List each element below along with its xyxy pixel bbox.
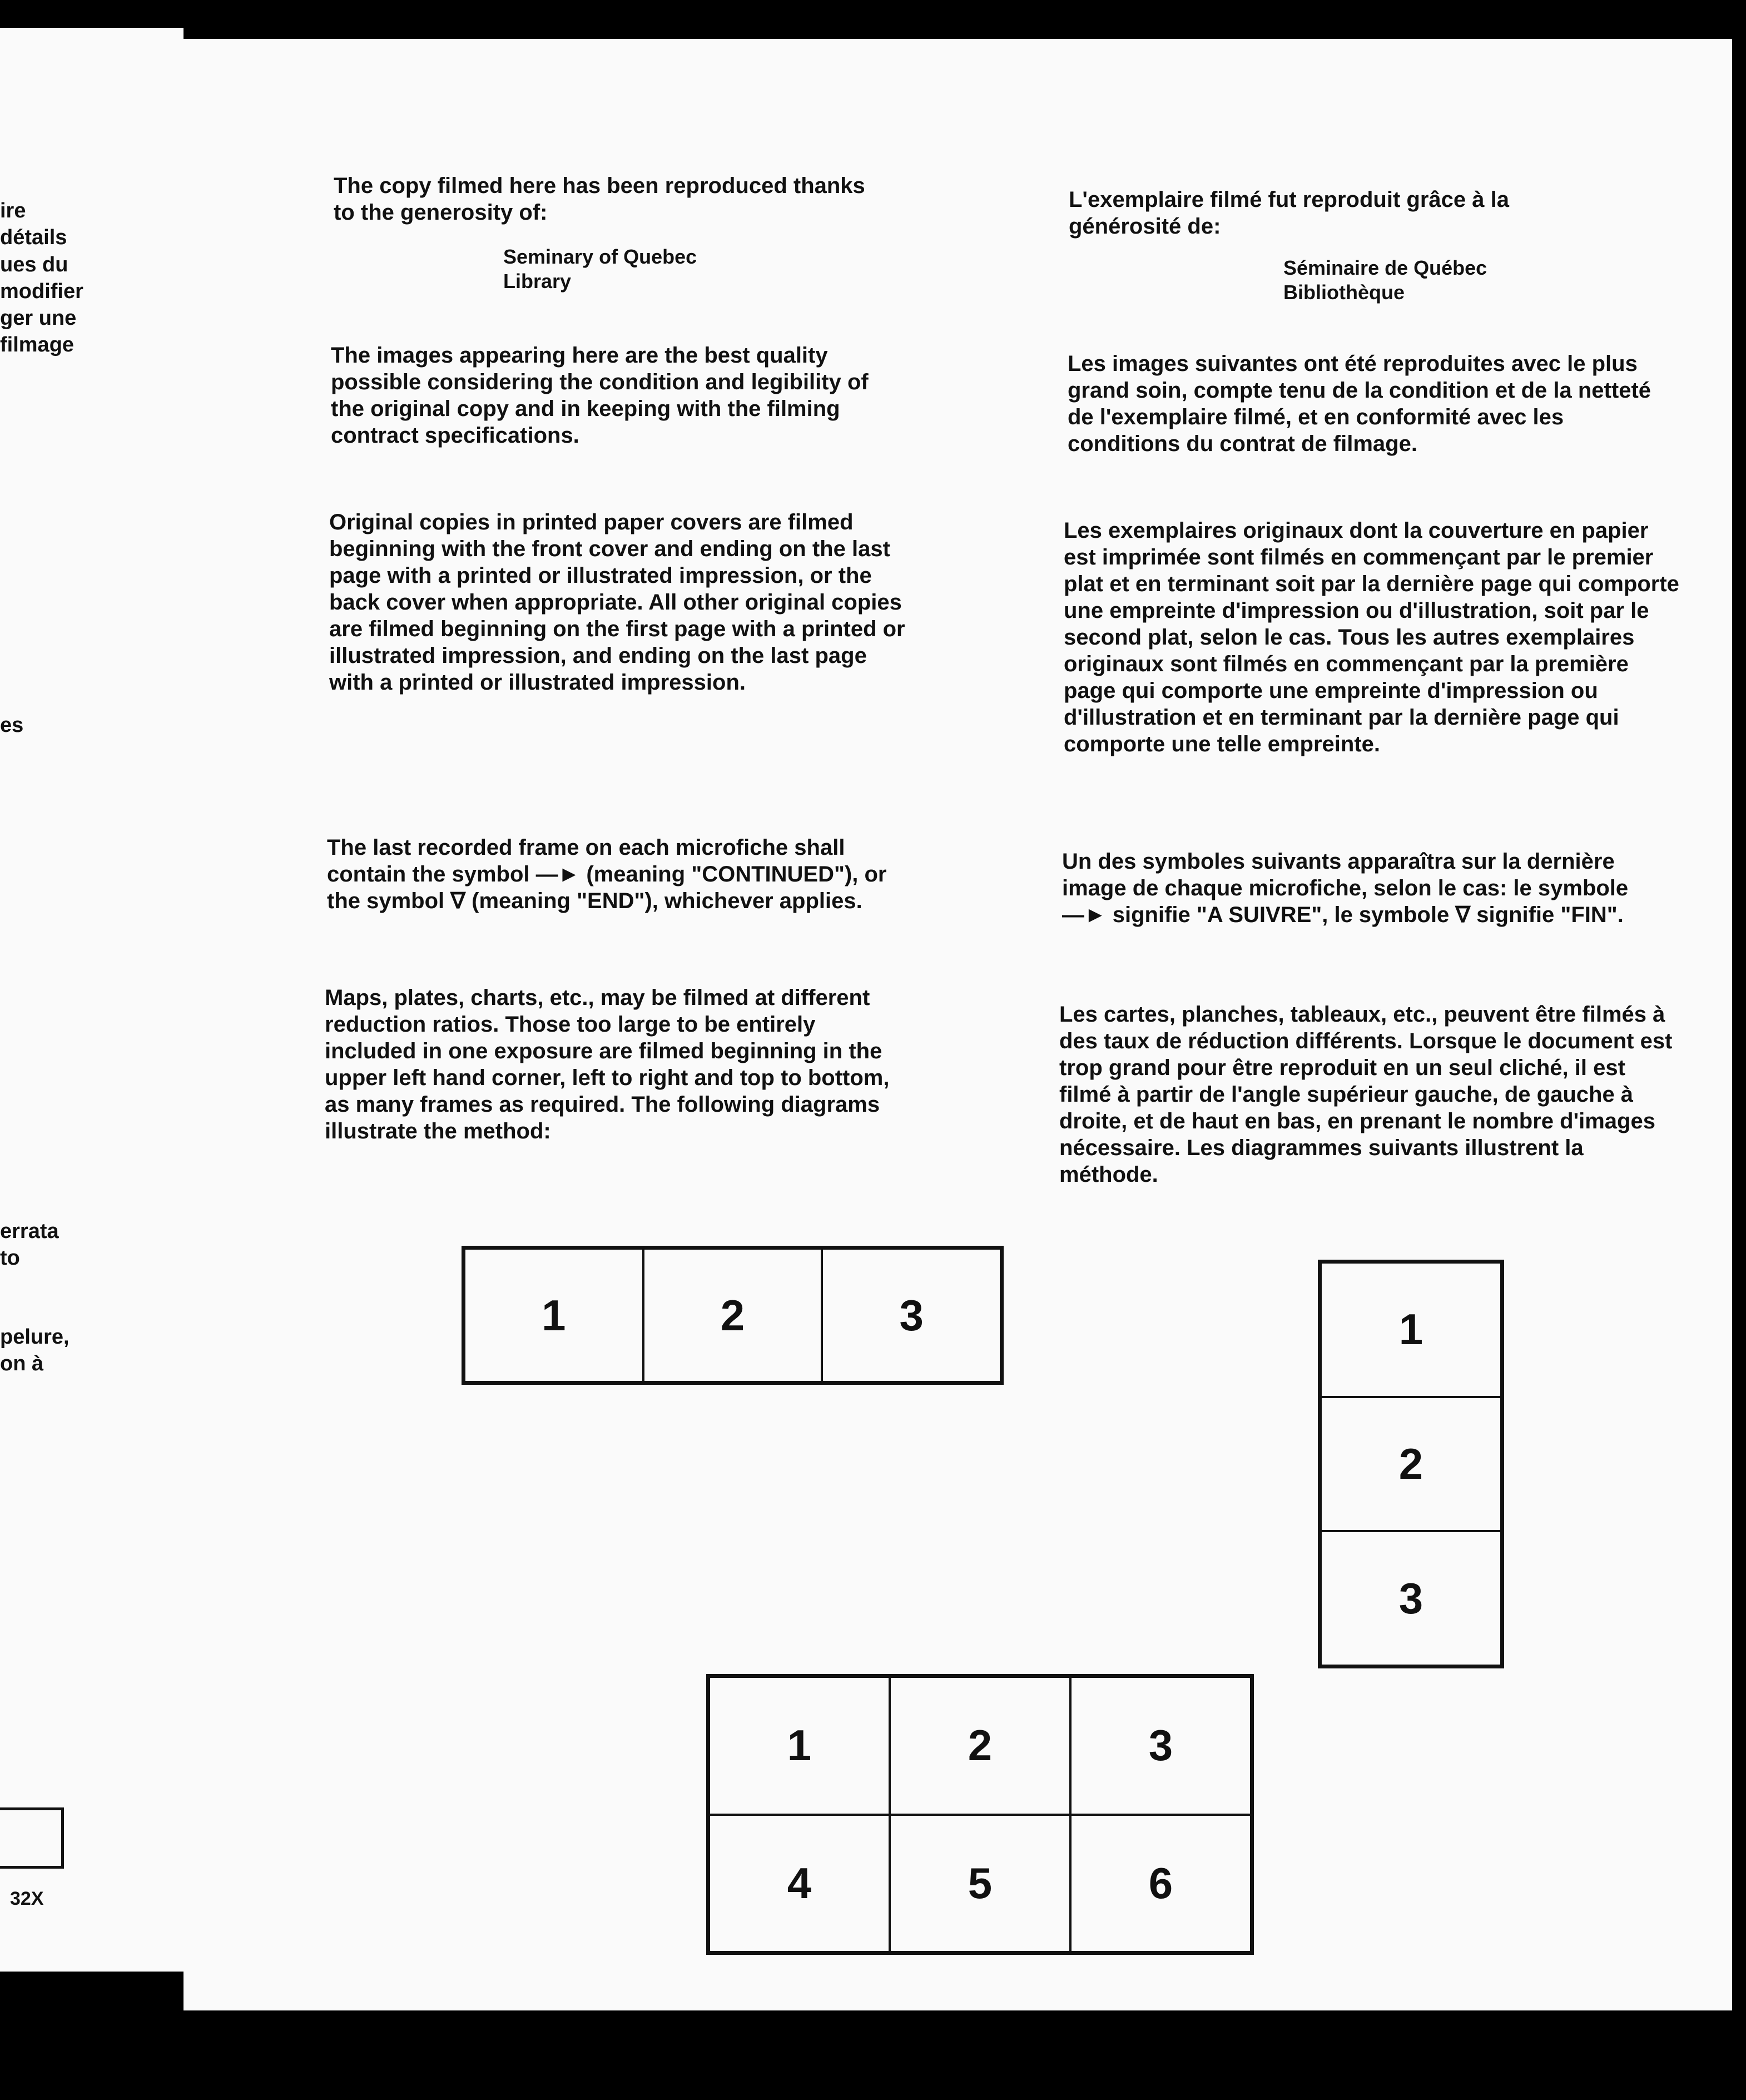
left-fragment-line: to [0, 1246, 20, 1270]
left-fragment-line: ues du [0, 253, 68, 276]
english-symbols-text-b: (meaning "CONTINUED"), or the symbol [327, 862, 887, 913]
diagram-frame: 5 [890, 1815, 1070, 1953]
diagram-frame: 6 [1070, 1815, 1251, 1953]
end-triangle-icon: ∇ [450, 889, 466, 913]
left-fragment-line: ger une [0, 306, 77, 330]
end-triangle-icon: ∇ [1455, 903, 1471, 927]
french-paragraph-order: Les exemplaires originaux dont la couverture en papier est imprimée sont filmés en commençant par le premier plat et en terminant soit par la dernière page qui comporte une empreinte d'impression ou d'illustration, soit par le second plat, selon le cas. Tous les autres exemplaires originaux sont filmés en commençant par la première page qui comporte une empreinte d'impression ou d'illustration et en terminant par la dernière page qui comporte une telle empreinte. [1064, 518, 1679, 756]
left-fragment-line: filmage [0, 333, 75, 356]
diagram-column-of-three [1318, 1260, 1504, 1668]
diagram-frame: 1 [464, 1249, 643, 1382]
left-fragment-line: détails [0, 226, 67, 249]
left-fragment-line: on à [0, 1352, 44, 1375]
left-page-fragment [0, 28, 183, 1972]
english-paragraph-quality: The images appearing here are the best quality possible considering the condition and legibility of the original copy and in keeping with the filming contract specifications. [331, 343, 869, 448]
resolution-target-box [0, 1807, 64, 1869]
continued-arrow-icon: —► [535, 862, 581, 886]
left-fragment-line: ire [0, 199, 26, 222]
english-institution [503, 245, 697, 294]
french-institution-name: Séminaire de Québec [1283, 256, 1487, 279]
french-symbols-text-c: signifie "FIN". [1476, 903, 1624, 927]
english-thanks-text: The copy filmed here has been reproduced thanks to the generosity of: [334, 174, 865, 225]
english-thanks [334, 172, 1134, 226]
diagram-frame: 2 [643, 1249, 822, 1382]
diagram-frame: 1 [709, 1677, 890, 1815]
diagram-frame: 1 [1321, 1262, 1501, 1397]
diagram-frame: 4 [709, 1815, 890, 1953]
diagram-frame: 3 [1070, 1677, 1251, 1815]
french-symbols-text-b: signifie "A SUIVRE", le symbole [1112, 903, 1450, 927]
diagram-frame: 3 [822, 1249, 1001, 1382]
left-fragment-line: errata [0, 1220, 59, 1243]
french-institution [1283, 256, 1487, 305]
diagram-frame: 2 [890, 1677, 1070, 1815]
diagram-frame: 2 [1321, 1397, 1501, 1532]
english-paragraph-maps: Maps, plates, charts, etc., may be filmed at different reduction ratios. Those too large to be entirely included in one exposure are filmed beginning in the upper left hand corner, left to right and top to bottom, as many frames as required. The following diagrams illustrate the method: [325, 985, 890, 1143]
english-symbols-text-a: The last recorded frame on each microfiche shall contain the symbol [327, 835, 845, 886]
left-fragment-line: modifier [0, 280, 83, 303]
reduction-label: 32X [10, 1888, 44, 1909]
french-paragraph-quality: Les images suivantes ont été reproduites avec le plus grand soin, compte tenu de la condition et de la netteté de l'exemplaire filmé, et en conformité avec les conditions du contrat de filmage. [1068, 351, 1651, 456]
french-paragraph-symbols [1062, 848, 1663, 928]
english-symbols-text-c: (meaning "END"), whichever applies. [472, 889, 862, 913]
french-symbols-text-a: Un des symboles suivants apparaîtra sur la dernière image de chaque microfiche, selon le cas: le symbole [1062, 849, 1629, 900]
english-paragraph-symbols [327, 834, 900, 914]
english-paragraph-order: Original copies in printed paper covers are filmed beginning with the front cover and ending on the last page with a printed or illustrated impression, or the back cover when appropriate. All other original copies are filmed beginning on the first page with a printed or illustrated impression, and ending on the last page with a printed or illustrated impression. [329, 510, 905, 695]
french-paragraph-maps: Les cartes, planches, tableaux, etc., peuvent être filmés à des taux de réduction différents. Lorsque le document est trop grand pour être reproduit en un seul cliché, il est filmé à partir de l'angle supérieur gauche, de gauche à droite, et de haut en bas, en prenant le nombre d'images nécessaire. Les diagrammes suivants illustrent la méthode. [1059, 1002, 1673, 1187]
diagram-row-of-three [462, 1246, 1004, 1385]
left-fragment-line: pelure, [0, 1325, 70, 1349]
continued-arrow-icon: —► [1062, 903, 1107, 927]
diagram-grid-of-six [706, 1674, 1254, 1955]
english-institution-name: Seminary of Quebec [503, 245, 697, 268]
english-institution-library: Library [503, 270, 572, 293]
french-institution-library: Bibliothèque [1283, 281, 1405, 304]
french-thanks: L'exemplaire filmé fut reproduit grâce à la générosité de: [1069, 187, 1509, 239]
left-fragment-line: es [0, 714, 24, 737]
main-page [183, 39, 1732, 2010]
diagram-frame: 3 [1321, 1531, 1501, 1666]
